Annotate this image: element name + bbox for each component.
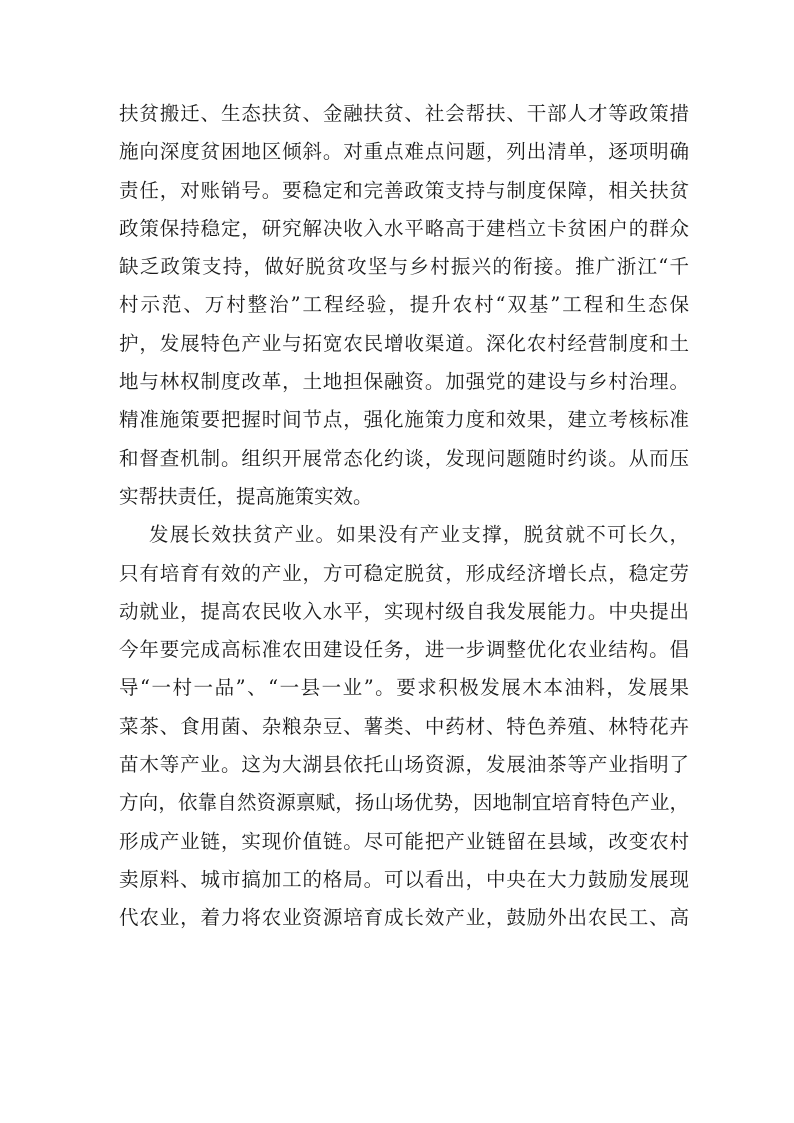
text-line: 形成产业链，实现价值链。尽可能把产业链留在县域，改变农村 [119, 829, 689, 853]
text-line: 精准施策要把握时间节点，强化施策力度和效果，建立考核标准 [119, 408, 689, 432]
text-line: 导“一村一品”、“一县一业”。要求积极发展木本油料，发展果 [119, 676, 689, 700]
document-body [119, 95, 689, 938]
text-line: 菜茶、食用菌、杂粮杂豆、薯类、中药材、特色养殖、林特花卉 [119, 714, 689, 738]
text-line: 苗木等产业。这为大湖县依托山场资源，发展油茶等产业指明了 [119, 753, 689, 777]
text-line: 和督查机制。组织开展常态化约谈，发现问题随时约谈。从而压 [119, 446, 689, 470]
text-line: 扶贫搬迁、生态扶贫、金融扶贫、社会帮扶、干部人才等政策措 [119, 102, 689, 125]
text-line: 责任，对账销号。要稳定和完善政策支持与制度保障，相关扶贫 [119, 178, 689, 202]
text-line: 实帮扶责任，提高施策实效。 [119, 484, 373, 508]
text-line: 缺乏政策支持，做好脱贫攻坚与乡村振兴的衔接。推广浙江“千 [119, 255, 689, 279]
text-line: 发展长效扶贫产业。如果没有产业支撑，脱贫就不可长久， [149, 523, 689, 547]
text-line: 政策保持稳定，研究解决收入水平略高于建档立卡贫困户的群众 [119, 216, 689, 240]
text-line: 护，发展特色产业与拓宽农民增收渠道。深化农村经营制度和土 [119, 331, 689, 355]
text-line: 地与林权制度改革，土地担保融资。加强党的建设与乡村治理。 [119, 370, 689, 394]
text-line: 村示范、万村整治”工程经验，提升农村“双基”工程和生态保 [119, 293, 689, 317]
text-line: 施向深度贫困地区倾斜。对重点难点问题，列出清单，逐项明确 [119, 140, 689, 164]
text-line: 代农业，着力将农业资源培育成长效产业，鼓励外出农民工、高 [119, 906, 689, 930]
text-line: 卖原料、城市搞加工的格局。可以看出，中央在大力鼓励发展现 [119, 867, 689, 891]
text-line: 今年要完成高标准农田建设任务，进一步调整优化农业结构。倡 [119, 638, 689, 662]
text-line: 只有培育有效的产业，方可稳定脱贫，形成经济增长点，稳定劳 [119, 561, 689, 585]
text-line: 方向，依靠自然资源禀赋，扬山场优势，因地制宜培育特色产业， [119, 791, 689, 815]
text-line: 动就业，提高农民收入水平，实现村级自我发展能力。中央提出 [119, 599, 689, 623]
